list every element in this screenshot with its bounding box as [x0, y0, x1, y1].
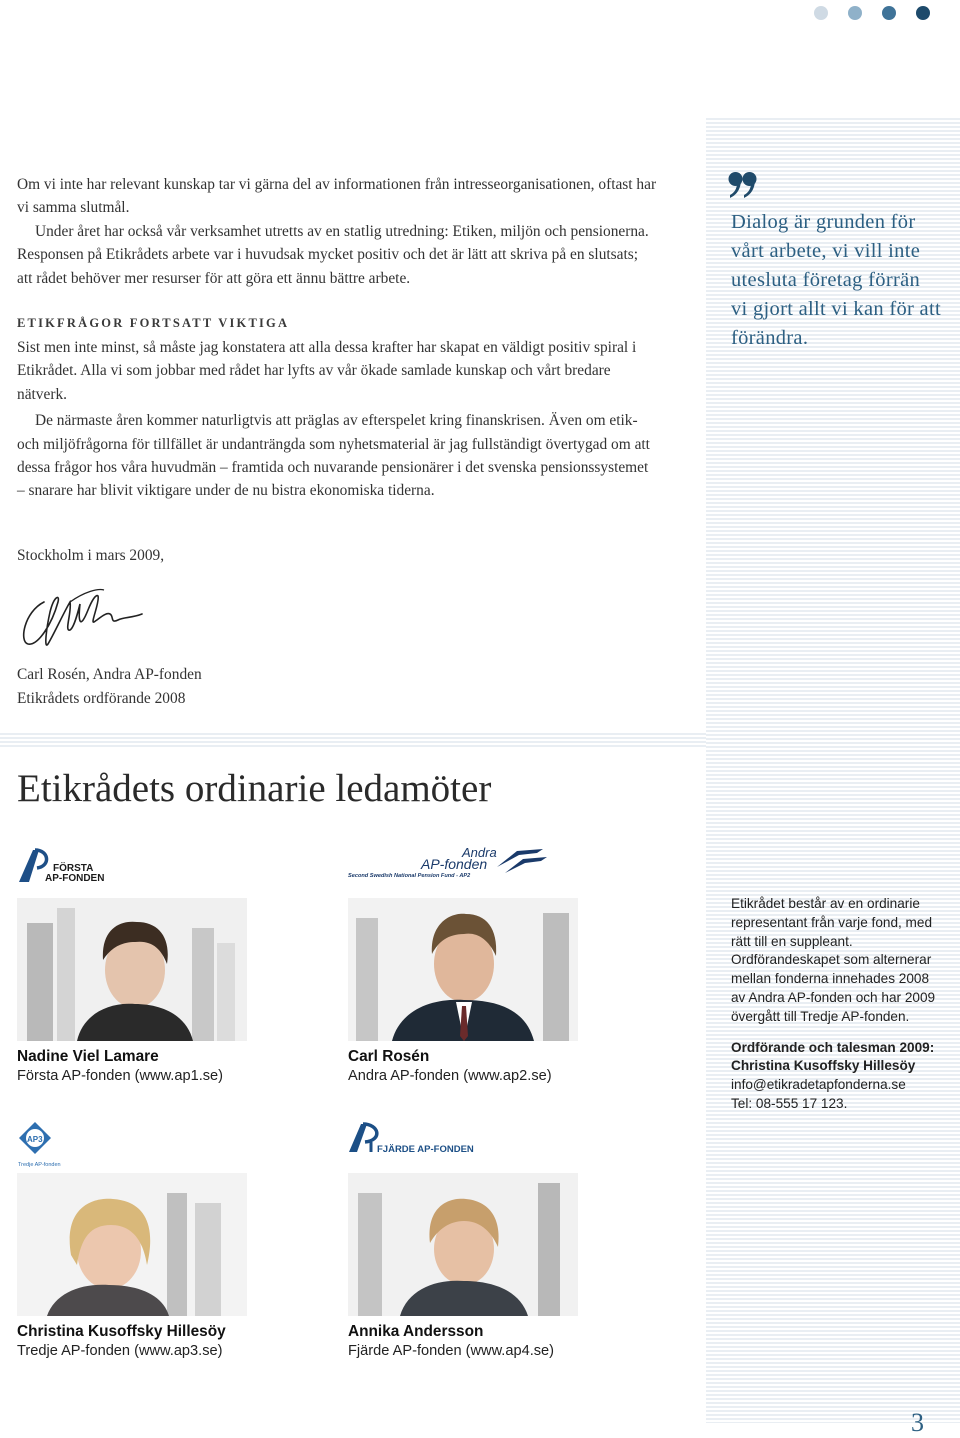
intro-paragraph-1: Om vi inte har relevant kunskap tar vi gärna del av informationen från intresseorganisationen, oftast har vi samma slutmål.	[17, 176, 657, 217]
section-heading: ETIKFRÅGOR FORTSATT VIKTIGA	[17, 316, 290, 330]
indicator-dot	[916, 6, 930, 20]
info-text: Etikrådet består av en ordinarie representant från varje fond, med rätt till en suppleant. Ordförandeskapet som alternerar mellan fonderna innehades 2008 av Andra AP-fonden och har 2009 övergått till Tredje AP-fonden.	[731, 896, 936, 1024]
place-date: Stockholm i mars 2009,	[17, 547, 165, 564]
member-name: Nadine Viel Lamare	[17, 1048, 159, 1065]
ap2-logo-line2: AP-fonden	[421, 856, 488, 872]
signer-block	[17, 663, 202, 711]
signature-image	[14, 572, 164, 677]
ap1-logo	[17, 846, 107, 891]
member-organization: Första AP-fonden (www.ap1.se)	[17, 1068, 224, 1084]
indicator-dot	[814, 6, 828, 20]
ap2-logo	[347, 843, 552, 888]
member-photo	[348, 1173, 578, 1316]
member-organization: Andra AP-fonden (www.ap2.se)	[348, 1068, 552, 1084]
ap3-logo	[17, 1120, 77, 1175]
members-title: Etikrådets ordinarie ledamöter	[17, 767, 492, 810]
contact-email: info@etikradetapfonderna.se	[731, 1077, 906, 1093]
member-name: Carl Rosén	[348, 1048, 430, 1065]
ap4-logo-text: FJÄRDE AP-FONDEN	[377, 1144, 474, 1155]
indicator-dot	[848, 6, 862, 20]
intro-text	[17, 173, 657, 290]
ap3-logo-caption: Tredje AP-fonden	[18, 1162, 61, 1168]
ap4-logo	[347, 1122, 477, 1161]
member-photo	[348, 898, 578, 1041]
contact-heading: Ordförande och talesman 2009:	[731, 1039, 935, 1055]
member-organization: Tredje AP-fonden (www.ap3.se)	[17, 1343, 223, 1359]
contact-name: Christina Kusoffsky Hillesöy	[731, 1058, 916, 1074]
section-text	[17, 336, 657, 503]
ap1-logo-line1: FÖRSTA	[53, 863, 94, 874]
ap3-logo-mark: AP3	[27, 1135, 43, 1144]
page-number: 3	[911, 1408, 924, 1437]
section-paragraph-1: Sist men inte minst, så måste jag konstatera att alla dessa krafter har skapat en väldigt positiv spiral i Etikrådet. Alla vi som jobbar med rådet har lyfts av vår ökade samlade kunskap och vårt bredare nätverk.	[17, 339, 637, 403]
member-photo	[17, 898, 247, 1041]
signer-title: Etikrådets ordförande 2008	[17, 690, 186, 707]
member-organization: Fjärde AP-fonden (www.ap4.se)	[348, 1343, 555, 1359]
info-box	[731, 895, 946, 1114]
section-divider	[0, 733, 706, 747]
indicator-dot	[882, 6, 896, 20]
quote-icon	[728, 168, 758, 205]
ap1-logo-line2: AP-FONDEN	[45, 873, 105, 884]
page-indicator-dots	[814, 6, 930, 20]
ap2-logo-subtitle: Second Swedish National Pension Fund - AP2	[348, 873, 471, 879]
intro-paragraph-2: Under året har också vår verksamhet utretts av en statlig utredning: Etiken, miljön och pensionerna. Responsen på Etikrådets arbete var i huvudsak mycket positiv och det är lätt att skriva på en slutsats; att rådet behöver mer resurser för att göra ett ännu bättre arbete.	[17, 222, 649, 287]
signer-name: Carl Rosén, Andra AP-fonden	[17, 666, 202, 683]
member-name: Annika Andersson	[348, 1323, 484, 1340]
contact-phone: Tel: 08-555 17 123.	[731, 1095, 848, 1111]
member-name: Christina Kusoffsky Hillesöy	[17, 1323, 226, 1340]
section-paragraph-2: De närmaste åren kommer naturligtvis att präglas av efterspelet kring finanskrisen. Även om etik- och miljöfrågorna för tillfället är undanträngda som nyhetsmaterial är jag fullständigt övertygad om att dessa frågor hos våra huvudmän – framtida och nuvarande pensionärer i det svenska pensionssystemet – snarare har blivit viktigare under de nu bistra ekonomiska tiderna.	[17, 412, 650, 500]
member-photo	[17, 1173, 247, 1316]
pull-quote: Dialog är grunden för vårt arbete, vi vill inte utesluta företag förrän vi gjort allt vi kan för att förändra.	[731, 211, 941, 349]
contact-block	[731, 1039, 946, 1114]
ap2-logo-line1: Andra	[462, 845, 497, 860]
